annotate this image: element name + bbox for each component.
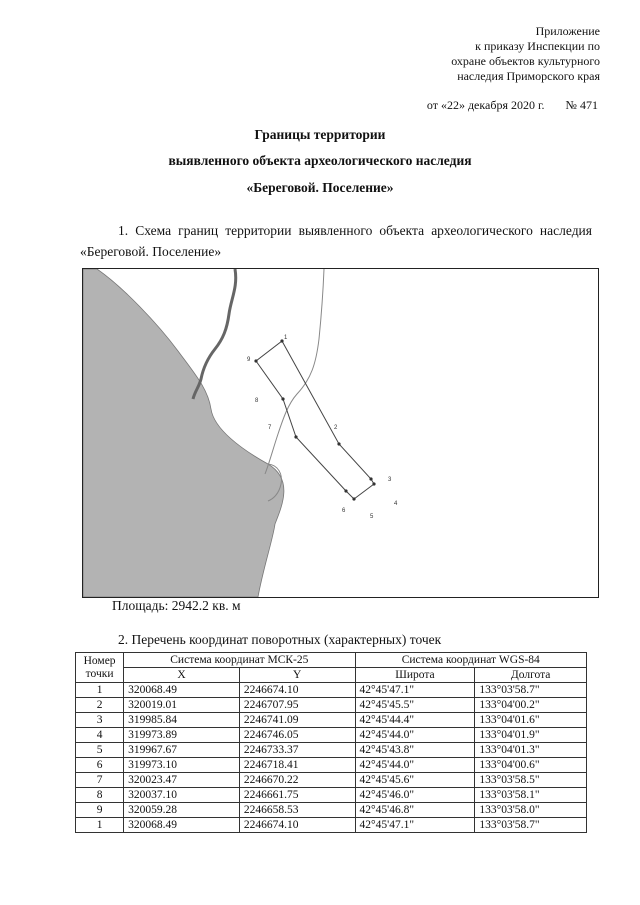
point-number: 1 (76, 818, 124, 833)
point-number: 4 (76, 728, 124, 743)
point-number: 1 (76, 683, 124, 698)
table-row (76, 683, 587, 698)
point-label-2: 2 (334, 425, 338, 431)
y-value: 2246733.37 (239, 743, 355, 758)
section-1-heading: 1. Схема границ территории выявленного объекта археологического наследия «Береговой. Поселение» (80, 223, 592, 259)
annex-line: к приказу Инспекции по (475, 39, 600, 53)
y-value: 2246707.95 (239, 698, 355, 713)
longitude-value: 133°04'01.6" (475, 713, 587, 728)
point-label-3: 3 (388, 477, 392, 483)
x-value: 319973.89 (124, 728, 240, 743)
latitude-value: 42°45'46.0" (355, 788, 475, 803)
longitude-value: 133°03'58.5" (475, 773, 587, 788)
point-label-7: 7 (268, 425, 272, 431)
point-number-header: Номер точки (76, 653, 124, 683)
page-title-line-3: «Береговой. Поселение» (246, 180, 394, 195)
y-value: 2246661.75 (239, 788, 355, 803)
x-header: X (124, 668, 240, 683)
longitude-value: 133°04'00.6" (475, 758, 587, 773)
longitude-header: Долгота (475, 668, 587, 683)
table-row (76, 698, 587, 713)
boundary-point (254, 359, 257, 362)
table-row (76, 728, 587, 743)
longitude-value: 133°03'58.7" (475, 683, 587, 698)
point-label-8: 8 (255, 398, 259, 404)
road-line (265, 269, 324, 474)
point-label-5: 5 (370, 514, 374, 520)
latitude-value: 42°45'44.4" (355, 713, 475, 728)
boundary-point (372, 482, 375, 485)
y-value: 2246658.53 (239, 803, 355, 818)
annex-line: наследия Приморского края (457, 69, 600, 83)
latitude-value: 42°45'45.6" (355, 773, 475, 788)
map-drawing (83, 269, 598, 597)
boundary-point (369, 477, 372, 480)
y-value: 2246718.41 (239, 758, 355, 773)
longitude-value: 133°03'58.0" (475, 803, 587, 818)
longitude-value: 133°03'58.1" (475, 788, 587, 803)
y-value: 2246670.22 (239, 773, 355, 788)
point-number: 3 (76, 713, 124, 728)
table-row (76, 803, 587, 818)
order-number: № 471 (565, 98, 598, 112)
y-value: 2246746.05 (239, 728, 355, 743)
page-title-line-2: выявленного объекта археологического наследия (168, 153, 472, 168)
wgs-system-header: Система координат WGS-84 (355, 653, 586, 668)
point-number: 8 (76, 788, 124, 803)
point-label-4: 4 (394, 501, 398, 507)
point-number: 7 (76, 773, 124, 788)
boundary-point (337, 442, 340, 445)
point-number: 5 (76, 743, 124, 758)
river-line (193, 269, 236, 399)
point-number: 9 (76, 803, 124, 818)
latitude-value: 42°45'47.1" (355, 683, 475, 698)
table-row (76, 788, 587, 803)
x-value: 319967.67 (124, 743, 240, 758)
longitude-value: 133°04'01.3" (475, 743, 587, 758)
section-2-heading: 2. Перечень координат поворотных (характерных) точек (118, 632, 442, 647)
x-value: 319973.10 (124, 758, 240, 773)
annex-line: Приложение (535, 24, 600, 38)
longitude-value: 133°04'01.9" (475, 728, 587, 743)
y-header: Y (239, 668, 355, 683)
point-number: 6 (76, 758, 124, 773)
order-date: от «22» декабря 2020 г. (426, 98, 545, 112)
boundary-map (82, 268, 599, 598)
y-value: 2246741.09 (239, 713, 355, 728)
table-row (76, 758, 587, 773)
boundary-point (344, 489, 347, 492)
latitude-value: 42°45'45.5" (355, 698, 475, 713)
longitude-value: 133°03'58.7" (475, 818, 587, 833)
point-label-6: 6 (342, 508, 346, 514)
x-value: 320068.49 (124, 818, 240, 833)
coordinates-table (75, 652, 587, 833)
sea-area (83, 269, 284, 597)
latitude-value: 42°45'47.1" (355, 818, 475, 833)
annex-line: охране объектов культурного (451, 54, 600, 68)
latitude-value: 42°45'44.0" (355, 728, 475, 743)
boundary-point (352, 497, 355, 500)
point-label-1: 1 (284, 335, 288, 341)
boundary-point (294, 435, 297, 438)
area-text: Площадь: 2942.2 кв. м (112, 598, 241, 613)
latitude-value: 42°45'43.8" (355, 743, 475, 758)
table-row (76, 818, 587, 833)
latitude-value: 42°45'44.0" (355, 758, 475, 773)
x-value: 320037.10 (124, 788, 240, 803)
table-row (76, 773, 587, 788)
x-value: 320019.01 (124, 698, 240, 713)
msk-system-header: Система координат МСК-25 (124, 653, 355, 668)
latitude-header: Широта (355, 668, 475, 683)
latitude-value: 42°45'46.8" (355, 803, 475, 818)
order-line (427, 98, 598, 113)
boundary-point (281, 397, 284, 400)
y-value: 2246674.10 (239, 683, 355, 698)
page-title-line-1: Границы территории (254, 127, 386, 142)
point-number: 2 (76, 698, 124, 713)
x-value: 320059.28 (124, 803, 240, 818)
x-value: 319985.84 (124, 713, 240, 728)
point-label-9: 9 (247, 357, 251, 363)
annex-block (300, 24, 600, 84)
longitude-value: 133°04'00.2" (475, 698, 587, 713)
table-row (76, 743, 587, 758)
y-value: 2246674.10 (239, 818, 355, 833)
x-value: 320068.49 (124, 683, 240, 698)
table-row (76, 713, 587, 728)
x-value: 320023.47 (124, 773, 240, 788)
